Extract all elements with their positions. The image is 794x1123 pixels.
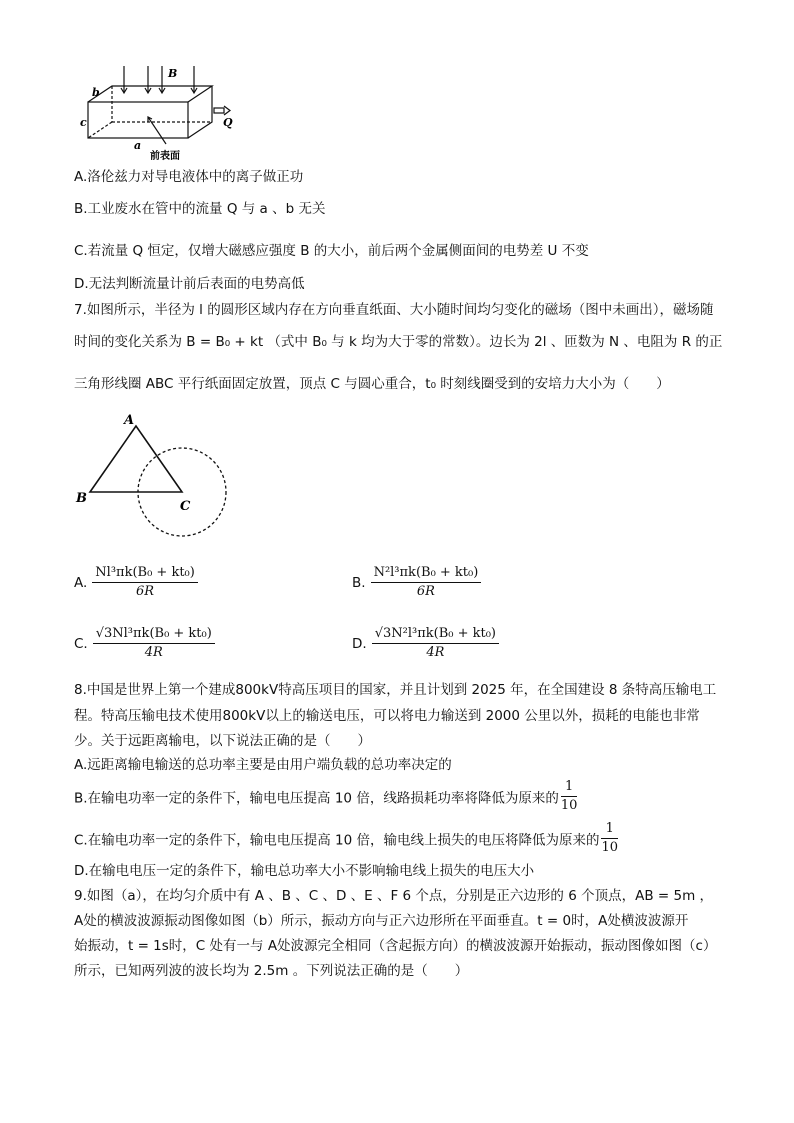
q6-option-d: D.无法判断流量计前后表面的电势高低 xyxy=(74,276,305,292)
q6-option-c: C.若流量 Q 恒定，仅增大磁感应强度 B 的大小，前后两个金属侧面间的电势差 U 不变 xyxy=(74,243,589,259)
q7-stem-line1: 7.如图所示，半径为 l 的圆形区域内存在方向垂直纸面、大小随时间均匀变化的磁场（图中未画出），磁场随 xyxy=(74,302,714,318)
label-c: c xyxy=(80,116,87,129)
label-front-face: 前表面 xyxy=(150,151,180,162)
flowmeter-figure xyxy=(78,62,238,162)
q7-stem-line3: 三角形线圈 ABC 平行纸面固定放置，顶点 C 与圆心重合，t₀ 时刻线圈受到的安培力大小为（ ） xyxy=(74,376,670,392)
q9-stem-line3: 始振动，t = 1s时，C 处有一与 A处波源完全相同（含起振方向）的横波波源开始振动，振动图像如图（c） xyxy=(74,938,717,954)
q8-option-d: D.在输电电压一定的条件下，输电总功率大小不影响输电线上损失的电压大小 xyxy=(74,863,535,879)
q9-stem-line1: 9.如图（a），在均匀介质中有 A 、B 、C 、D 、E 、F 6 个点，分别是正六边形的 6 个顶点，AB = 5m ， xyxy=(74,888,714,904)
q8-option-b: B.在输电功率一定的条件下，输电电压提高 10 倍，线路损耗功率将降低为原来的 $\frac{1}{10}$ xyxy=(74,779,578,813)
q8-stem-line3: 少。关于远距离输电，以下说法正确的是（ ） xyxy=(74,733,371,749)
label-Q: Q xyxy=(223,116,233,129)
q8-stem-line1: 8.中国是世界上第一个建成800kV特高压项目的国家，并且计划到 2025 年，在全国建设 8 条特高压输电工 xyxy=(74,682,717,698)
q7-option-d: D. $\frac{\text{√3N²l³πk(B₀ + kt₀)}}{4R}$ xyxy=(352,625,499,662)
label-B-field: B xyxy=(168,67,178,80)
vertex-b-label: B xyxy=(76,491,87,506)
q8-stem-line2: 程。特高压输电技术使用800kV以上的输送电压，可以将电力输送到 2000 公里以外，损耗的电能也非常 xyxy=(74,708,700,724)
q7-option-b: B. $\frac{\text{N²l³πk(B₀ + kt₀)}}{6R}$ xyxy=(352,564,481,601)
q7-option-c: C. $\frac{\text{√3Nl³πk(B₀ + kt₀)}}{4R}$ xyxy=(74,625,215,662)
q6-option-b: B.工业废水在管中的流量 Q 与 a 、b 无关 xyxy=(74,201,326,217)
q8-option-c: C.在输电功率一定的条件下，输电电压提高 10 倍，输电线上损失的电压将降低为原来的 $\frac{1}{10}$ xyxy=(74,821,619,855)
q9-stem-line4: 所示，已知两列波的波长均为 2.5m 。下列说法正确的是（ ） xyxy=(74,963,469,979)
q7-option-a: A. $\frac{\text{Nl³πk(B₀ + kt₀)}}{6R}$ xyxy=(74,564,198,601)
vertex-c-label: C xyxy=(180,499,191,514)
vertex-a-label: A xyxy=(124,413,135,428)
q8-option-a: A.远距离输电输送的总功率主要是由用户端负载的总功率决定的 xyxy=(74,757,452,773)
q6-option-a: A.洛伦兹力对导电液体中的离子做正功 xyxy=(74,169,304,185)
label-b: b xyxy=(92,86,100,99)
triangle-coil-figure xyxy=(74,404,244,544)
q9-stem-line2: A处的横波波源振动图像如图（b）所示，振动方向与正六边形所在平面垂直。t = 0时，A处横波波源开 xyxy=(74,913,689,929)
label-a: a xyxy=(134,139,142,152)
q7-stem-line2: 时间的变化关系为 B = B₀ + kt （式中 B₀ 与 k 均为大于零的常数）。边长为 2l 、匝数为 N 、电阻为 R 的正 xyxy=(74,334,723,350)
